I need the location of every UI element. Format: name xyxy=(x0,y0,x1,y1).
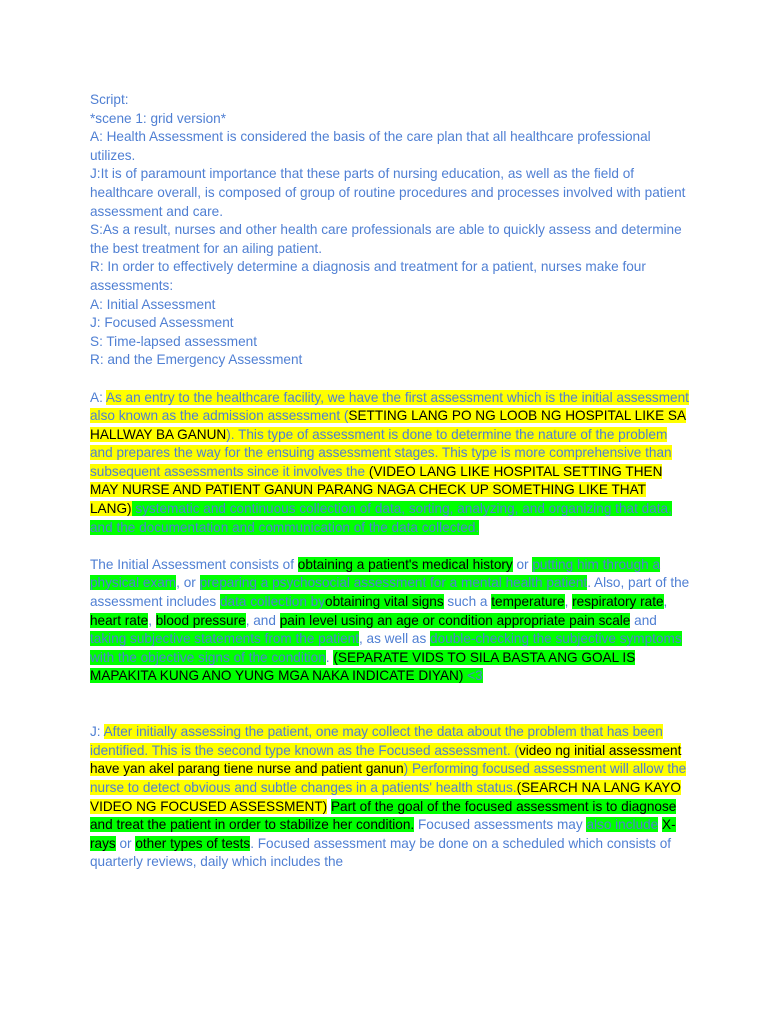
highlighted-text: video ng initial assessment have yan akel parang tiene nurse and patient ganun xyxy=(90,742,682,777)
highlighted-text: pain level using an age or condition appropriate pain scale xyxy=(279,612,631,628)
intro-line-j: J:It is of paramount importance that these parts of nursing education, as well as the field of healthcare overall, is composed of group of routine procedures and processes involved with patient assessment and care. xyxy=(90,166,690,219)
highlighted-text: data collection by xyxy=(219,594,326,610)
body-text: The Initial Assessment consists of xyxy=(90,556,298,572)
body-text: A: xyxy=(90,389,106,405)
body-text: , xyxy=(663,594,668,610)
highlighted-text: respiratory rate xyxy=(572,594,664,610)
script-intro xyxy=(90,91,690,370)
highlighted-text: SETTING LANG PO NG LOOB NG HOSPITAL LIKE SA HALLWAY BA GANUN xyxy=(90,408,687,442)
body-text: , xyxy=(564,594,573,610)
spacer xyxy=(90,370,690,389)
body-text: such a xyxy=(443,594,492,610)
highlighted-text: obtaining vital signs xyxy=(325,594,444,610)
highlighted-text: also include xyxy=(586,817,659,833)
highlighted-text: (SEARCH NA LANG KAYO VIDEO NG FOCUSED ASSESSMENT) xyxy=(90,779,681,814)
highlighted-text: taking subjective statements from the patient xyxy=(90,631,359,647)
assessment-item: A: Initial Assessment xyxy=(90,296,216,312)
body-text: , or xyxy=(176,575,200,591)
highlighted-text: X-rays xyxy=(90,817,676,851)
highlighted-text: (VIDEO LANG LIKE HOSPITAL SETTING THEN MAY NURSE AND PATIENT GANUN PARANG NAGA CHECK UP SOMETHING LIKE THAT LANG) xyxy=(90,463,663,517)
highlighted-text: ). This type of assessment is done to determine the nature of the problem and prepares the way for the ensuing assessment stages. This type is more comprehensive than subsequent assessments since it involves the xyxy=(90,426,672,479)
paragraph-initial-assessment-details xyxy=(90,556,690,686)
highlighted-text: heart rate xyxy=(90,612,149,628)
spacer xyxy=(90,686,690,705)
script-heading: Script: xyxy=(90,92,129,107)
highlighted-text: Part of the goal of the focused assessment is to diagnose and treat the patient in order to stabilize her condition. xyxy=(90,798,677,833)
body-text: . Focused assessment may be done on a scheduled which consists of quarterly reviews, daily which includes the xyxy=(90,835,672,870)
highlighted-text: obtaining a patient's medical history xyxy=(297,556,513,572)
highlighted-text: <3 xyxy=(463,668,483,684)
body-text: or xyxy=(512,556,533,572)
intro-line-s: S:As a result, nurses and other health care professionals are able to quickly assess and determine the best treatment for an ailing patient. xyxy=(90,222,686,256)
body-text: , and xyxy=(245,612,280,628)
highlighted-text: ) Performing focused assessment will allow the nurse to detect obvious and subtle changes in a patients' health status. xyxy=(90,761,687,795)
assessment-item: R: and the Emergency Assessment xyxy=(90,352,303,368)
assessment-item: J: Focused Assessment xyxy=(90,315,234,331)
spacer xyxy=(90,537,690,556)
spacer xyxy=(90,705,690,724)
highlighted-text: As an entry to the healthcare facility, we have the first assessment which is the initial assessment also known as the admission assessment ( xyxy=(90,389,689,424)
body-text: or xyxy=(115,835,136,851)
paragraph-initial-assessment xyxy=(90,389,690,538)
highlighted-text: blood pressure xyxy=(155,612,246,628)
body-text: . xyxy=(325,649,334,665)
paragraph-focused-assessment xyxy=(90,723,690,872)
body-text: Focused assessments may xyxy=(414,817,587,833)
body-text: . Also, part of the assessment includes xyxy=(90,575,690,610)
intro-line-r: R: In order to effectively determine a diagnosis and treatment for a patient, nurses make four assessments: xyxy=(90,259,650,293)
assessment-item: S: Time-lapsed assessment xyxy=(90,333,257,349)
body-text: , xyxy=(148,612,156,628)
body-text: , as well as xyxy=(359,631,431,647)
intro-line-a: A: Health Assessment is considered the basis of the care plan that all healthcare professional utilizes. xyxy=(90,129,655,163)
scene-heading: *scene 1: grid version* xyxy=(90,110,227,126)
highlighted-text: After initially assessing the patient, one may collect the data about the problem that has been identified. This is the second type known as the Focused assessment. ( xyxy=(90,724,663,758)
highlighted-text: preparing a psychosocial assessment for a mental health patient xyxy=(199,575,588,591)
document-page xyxy=(90,91,690,872)
body-text: and xyxy=(630,612,657,628)
body-text: J: xyxy=(90,724,104,740)
highlighted-text: temperature xyxy=(491,594,565,610)
highlighted-text: double-checking the subjective symptoms with the objective signs of the condition xyxy=(90,631,682,665)
highlighted-text: systematic and continuous collection of data, sorting, analyzing, and organizing that data, and the documentation and communication of the data collected. xyxy=(90,501,672,535)
highlighted-text: putting him through a physical exam xyxy=(90,556,661,591)
highlighted-text: (SEPARATE VIDS TO SILA BASTA ANG GOAL IS MAPAKITA KUNG ANO YUNG MGA NAKA INDICATE DIYAN) xyxy=(90,649,636,684)
highlighted-text: other types of tests xyxy=(135,835,251,851)
